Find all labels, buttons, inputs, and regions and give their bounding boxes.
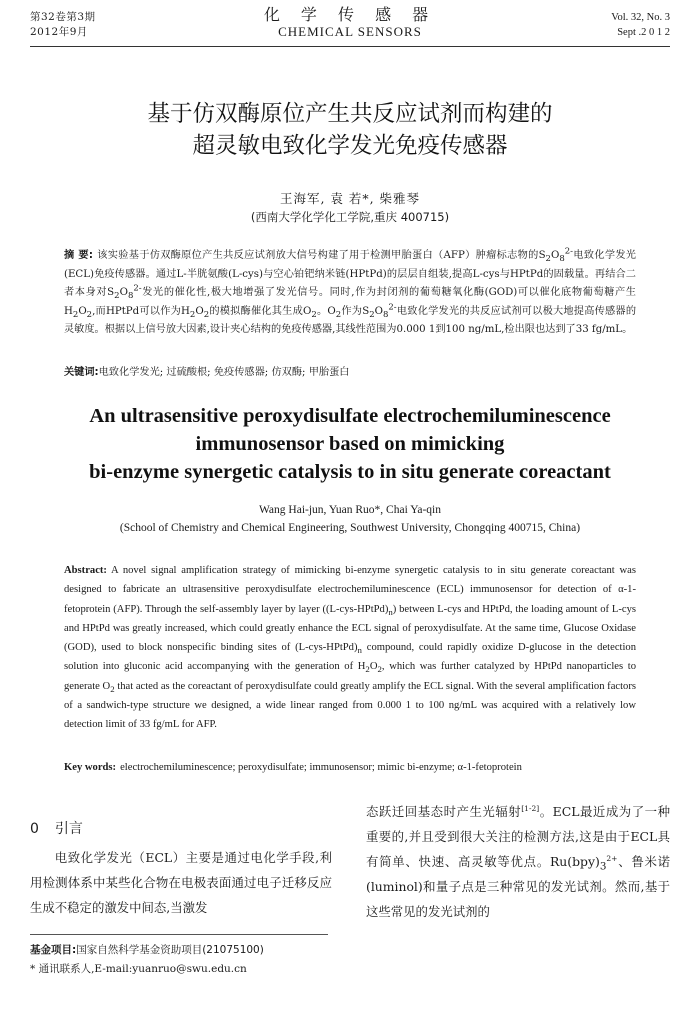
citation-ref: [1-2] — [521, 803, 540, 813]
abstract-cn-text: 电致化学发光(ECL)免疫传感器。通过L-半胱氨酸(L-cys)与空心铂钯纳米链(HPtPd)的层层自组装,提高L-cys与HPtPd的固载量。再结合二者本身对S — [64, 250, 636, 299]
subscript: 2 — [189, 309, 196, 320]
subscript: 2 — [377, 664, 382, 675]
section-number: 0 — [30, 821, 39, 837]
abstract-cn-text: ,而HPtPd可以作为H — [92, 305, 190, 317]
subscript: n — [357, 645, 362, 656]
section-title: 引言 — [54, 821, 83, 837]
keywords-cn-text: 电致化学发光; 过硫酸根; 免疫传感器; 仿双酶; 甲胎蛋白 — [98, 367, 350, 378]
funding-text: 国家自然科学基金资助项目(21075100) — [76, 944, 264, 956]
subscript: 2 — [311, 309, 317, 320]
footnote-divider — [30, 934, 328, 935]
abstract-en-text: , which was further catalyzed by HPtPd nanoparticles to generate O — [64, 661, 637, 692]
subscript: 2 — [86, 309, 93, 320]
title-en-line3: bi-enzyme synergetic catalysis to in situ generate coreactant — [89, 461, 611, 483]
header-volume-cn: 第32卷第3期 — [30, 11, 96, 23]
abstract-cn-text: 。O — [316, 305, 336, 317]
subscript: 2 — [545, 254, 551, 265]
subscript: 3 — [599, 860, 607, 873]
affiliation-en: (School of Chemistry and Chemical Engineering, Southwest University, Chongqing 400715, China) — [119, 522, 581, 534]
abstract-cn-text: O — [374, 305, 383, 317]
superscript: 2- — [388, 302, 397, 313]
authors-en: Wang Hai-jun, Yuan Ruo*, Chai Ya-qin — [259, 504, 441, 516]
header-volume-en-block — [611, 10, 670, 40]
abstract-en-text: ) between L-cys and HPtPd, the loading amount of L-cys and HPtPd was greatly increased, which could greatly enhance the ECL signal of peroxydisulfate. At the same time, Glucose Oxidase (GOD), used to block nonspecific binding sites of (L-cys-HPtPd) — [64, 603, 636, 654]
body-text: 态跃迁回基态时产生光辐射 — [366, 804, 522, 819]
abstract-cn-text: O — [119, 287, 128, 299]
title-cn-line2: 超灵敏电致化学发光免疫传感器 — [192, 133, 508, 159]
subscript: 8 — [382, 309, 389, 320]
subscript: 2 — [114, 291, 120, 302]
subscript: n — [388, 606, 393, 617]
footnote-funding — [30, 942, 264, 957]
section-heading-introduction — [30, 818, 83, 838]
footnote-contact: * 通讯联系人,E-mail:yuanruo@swu.edu.cn — [30, 963, 247, 975]
body-column-left: 电致化学发光（ECL）主要是通过电化学手段,利用检测体系中某些化合物在电极表面通过电子迁移反应生成不稳定的激发中间态,当激发 — [30, 850, 332, 915]
paper-title-en — [0, 402, 700, 486]
header-journal — [0, 6, 700, 40]
superscript: 2+ — [606, 853, 618, 863]
keywords-en — [64, 760, 636, 776]
abstract-cn-text: 该实验基于仿双酶原位产生共反应试剂放大信号构建了用于检测甲胎蛋白（AFP）肿瘤标志物的S — [96, 250, 546, 261]
journal-name-cn: 化 学 传 感 器 — [263, 5, 437, 24]
header-date-en: Sept .2 0 1 2 — [617, 27, 670, 38]
abstract-cn-text: 作为S — [341, 305, 370, 317]
header-volume-en: Vol. 32, No. 3 — [611, 12, 670, 23]
subscript: 2 — [203, 309, 210, 320]
body-column-right — [366, 799, 670, 924]
title-en-line2: immunosensor based on mimicking — [195, 433, 505, 455]
abstract-cn-text: O — [195, 305, 204, 317]
abstract-cn-label: 摘 要: — [64, 250, 93, 261]
funding-label: 基金项目: — [30, 944, 77, 956]
superscript: 2- — [133, 283, 142, 294]
subscript: 2 — [365, 664, 370, 675]
abstract-en — [64, 561, 636, 735]
paper-title-cn — [0, 98, 700, 162]
affiliation-cn: (西南大学化学化工学院,重庆 400715) — [250, 210, 450, 224]
subscript: 8 — [127, 291, 134, 302]
subscript: 2 — [72, 309, 79, 320]
abstract-cn-text: 电致化学发光的共反应试剂可以极大地提高传感器的灵敏度。根据以上信号放大因素,设计夹心结构的免疫传感器,其线性范围为0.000 1到100 ng/mL,检出限也达到了33 fg/mL。 — [64, 305, 637, 336]
body-text: 、鲁米诺(luminol)和量子点是三种常见的发光试剂。然而,基于这些常见的发光试剂的 — [366, 854, 671, 919]
subscript: 2 — [110, 683, 115, 694]
abstract-en-text: compound, could rapidly oxidize D-glucose in the detection solution into gluconic acid accompanying with the generation of H — [64, 642, 636, 673]
superscript: 2- — [564, 246, 574, 257]
abstract-en-text: A novel signal amplification strategy of mimicking bi-enzyme synergetic catalysis to in situ generate coreactant was designed to fabricate an ultrasensitive peroxydisulfate electrochemiluminescence (ECL) immunosensor for detection of α-1-fetoprotein (AFP). Through the self-assembly layer by layer ((L-cys-HPtPd) — [64, 565, 636, 615]
abstract-cn-text: O — [78, 305, 87, 317]
keywords-cn — [64, 365, 636, 381]
header-date-cn: 2012年9月 — [30, 26, 88, 38]
abstract-en-text: that acted as the coreactant of peroxydisulfate could greatly amplify the ECL signal. With the several amplification factors of a sandwich-type structure we designed, a wide linear ranged from 0.000 1 to 100 ng/mL was acquired with a relatively low detection limit of 33 fg/mL for AFP. — [64, 680, 636, 731]
subscript: 2 — [335, 309, 342, 320]
abstract-en-text: O — [369, 661, 378, 673]
keywords-en-text: electrochemiluminescence; peroxydisulfate; immunosensor; mimic bi-enzyme; α-1-fetoprotein — [120, 762, 522, 773]
journal-name-en: CHEMICAL SENSORS — [278, 24, 422, 39]
abstract-cn-text: 发光的催化性,极大地增强了发光信号。同时,作为封闭剂的葡萄糖氧化酶(GOD)可以催化底物葡萄糖产生H — [64, 287, 636, 317]
body-text: 。ECL最近成为了一种重要的,并且受到很大关注的检测方法,这是由于ECL具有简单、快速、高灵敏等优点。Ru(bpy) — [366, 804, 670, 869]
authors-cn: 王海军, 袁 若*, 柴雅琴 — [279, 191, 421, 206]
subscript: 2 — [369, 309, 375, 320]
header-divider — [30, 46, 670, 47]
title-cn-line1: 基于仿双酶原位产生共反应试剂而构建的 — [147, 101, 553, 127]
abstract-cn-text: 的模拟酶催化其生成O — [209, 305, 312, 317]
abstract-cn — [64, 247, 636, 340]
title-en-line1: An ultrasensitive peroxydisulfate electrochemiluminescence — [89, 405, 611, 427]
abstract-cn-text: O — [550, 250, 560, 261]
keywords-en-label: Key words: — [64, 762, 117, 773]
subscript: 8 — [559, 254, 565, 265]
keywords-cn-label: 关键词: — [64, 367, 99, 378]
abstract-en-label: Abstract: — [64, 565, 107, 576]
